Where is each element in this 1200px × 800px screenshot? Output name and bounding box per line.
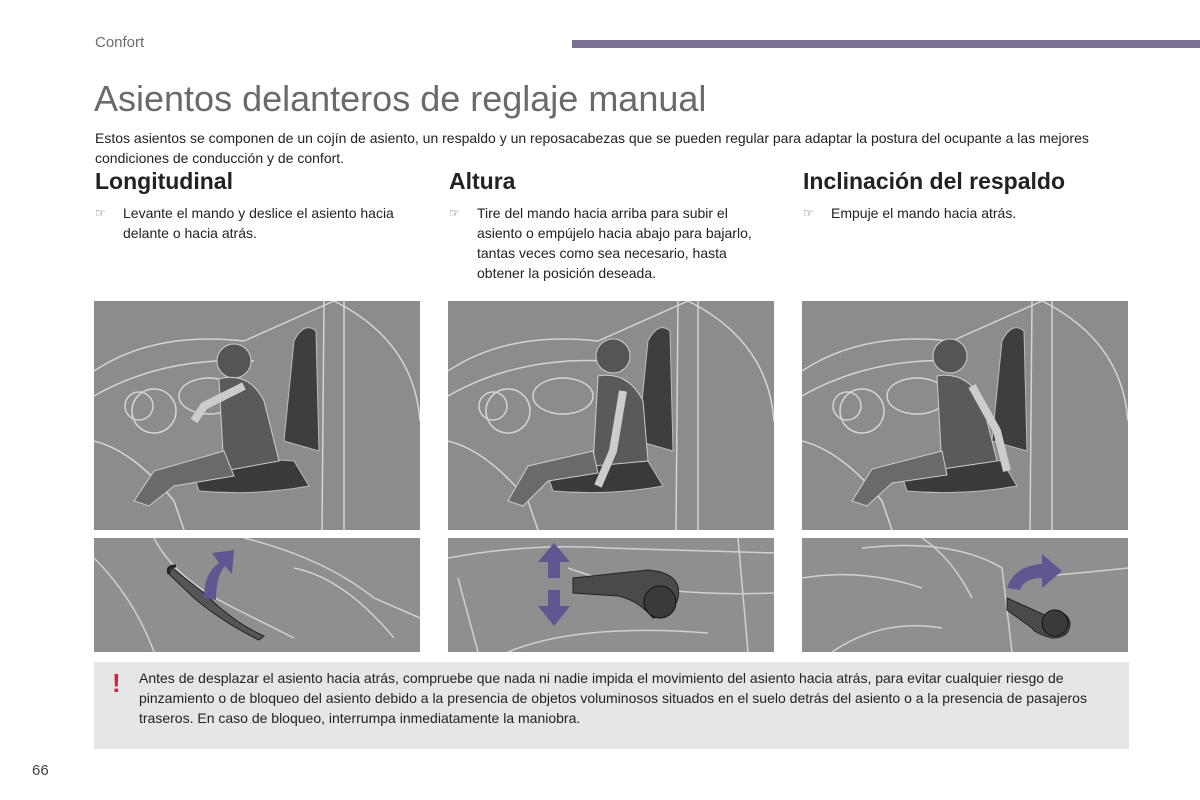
instruction-longitudinal xyxy=(95,203,425,243)
section-label: Confort xyxy=(95,34,145,51)
header-bar xyxy=(572,40,1200,48)
instruction-text: Levante el mando y deslice el asiento hacia delante o hacia atrás. xyxy=(123,205,394,241)
column-altura xyxy=(449,166,779,283)
arrow-up-icon xyxy=(538,543,570,578)
warning-box xyxy=(94,662,1129,749)
pointing-hand-icon: ☞ xyxy=(803,206,814,220)
heading-longitudinal: Longitudinal xyxy=(95,168,233,194)
instruction-altura xyxy=(449,203,767,283)
seat-recline-illustration xyxy=(802,301,1128,530)
recline-control-detail xyxy=(802,538,1128,652)
arrow-up-icon xyxy=(204,550,234,600)
column-longitudinal xyxy=(95,166,425,243)
instruction-text: Tire del mando hacia arriba para subir el asiento o empújelo hacia abajo para bajarlo, tantas veces como sea necesario, hasta obtener la posición deseada. xyxy=(477,205,752,281)
warning-icon: ! xyxy=(112,668,121,698)
instruction-text: Empuje el mando hacia atrás. xyxy=(831,205,1017,221)
heading-inclinacion: Inclinación del respaldo xyxy=(803,168,1066,194)
seat-height-illustration xyxy=(448,301,774,530)
longitudinal-control-detail xyxy=(94,538,420,652)
pointing-hand-icon: ☞ xyxy=(95,206,106,220)
heading-altura: Altura xyxy=(449,168,516,194)
page-title: Asientos delanteros de reglaje manual xyxy=(94,78,707,119)
instruction-inclinacion xyxy=(803,203,1133,223)
arrow-down-icon xyxy=(538,590,570,626)
arrow-back-icon xyxy=(1007,554,1062,590)
page-number: 66 xyxy=(32,762,49,779)
seat-longitudinal-illustration xyxy=(94,301,420,530)
column-inclinacion xyxy=(803,166,1133,223)
warning-text: Antes de desplazar el asiento hacia atrás, compruebe que nada ni nadie impida el movimiento del asiento hacia atrás, para evitar cualquier riesgo de pinzamiento o de bloqueo del asiento debido a la presencia de objetos voluminosos situados en el suelo detrás del asiento o a la presencia de pasajeros traseros. En caso de bloqueo, interrumpa inmediatamente la maniobra. xyxy=(139,670,1087,726)
height-control-detail xyxy=(448,538,774,652)
pointing-hand-icon: ☞ xyxy=(449,206,460,220)
intro-paragraph: Estos asientos se componen de un cojín de asiento, un respaldo y un reposacabezas que se pueden regular para adaptar la postura del ocupante a las mejores condiciones de conducción y de confort. xyxy=(95,130,1089,166)
